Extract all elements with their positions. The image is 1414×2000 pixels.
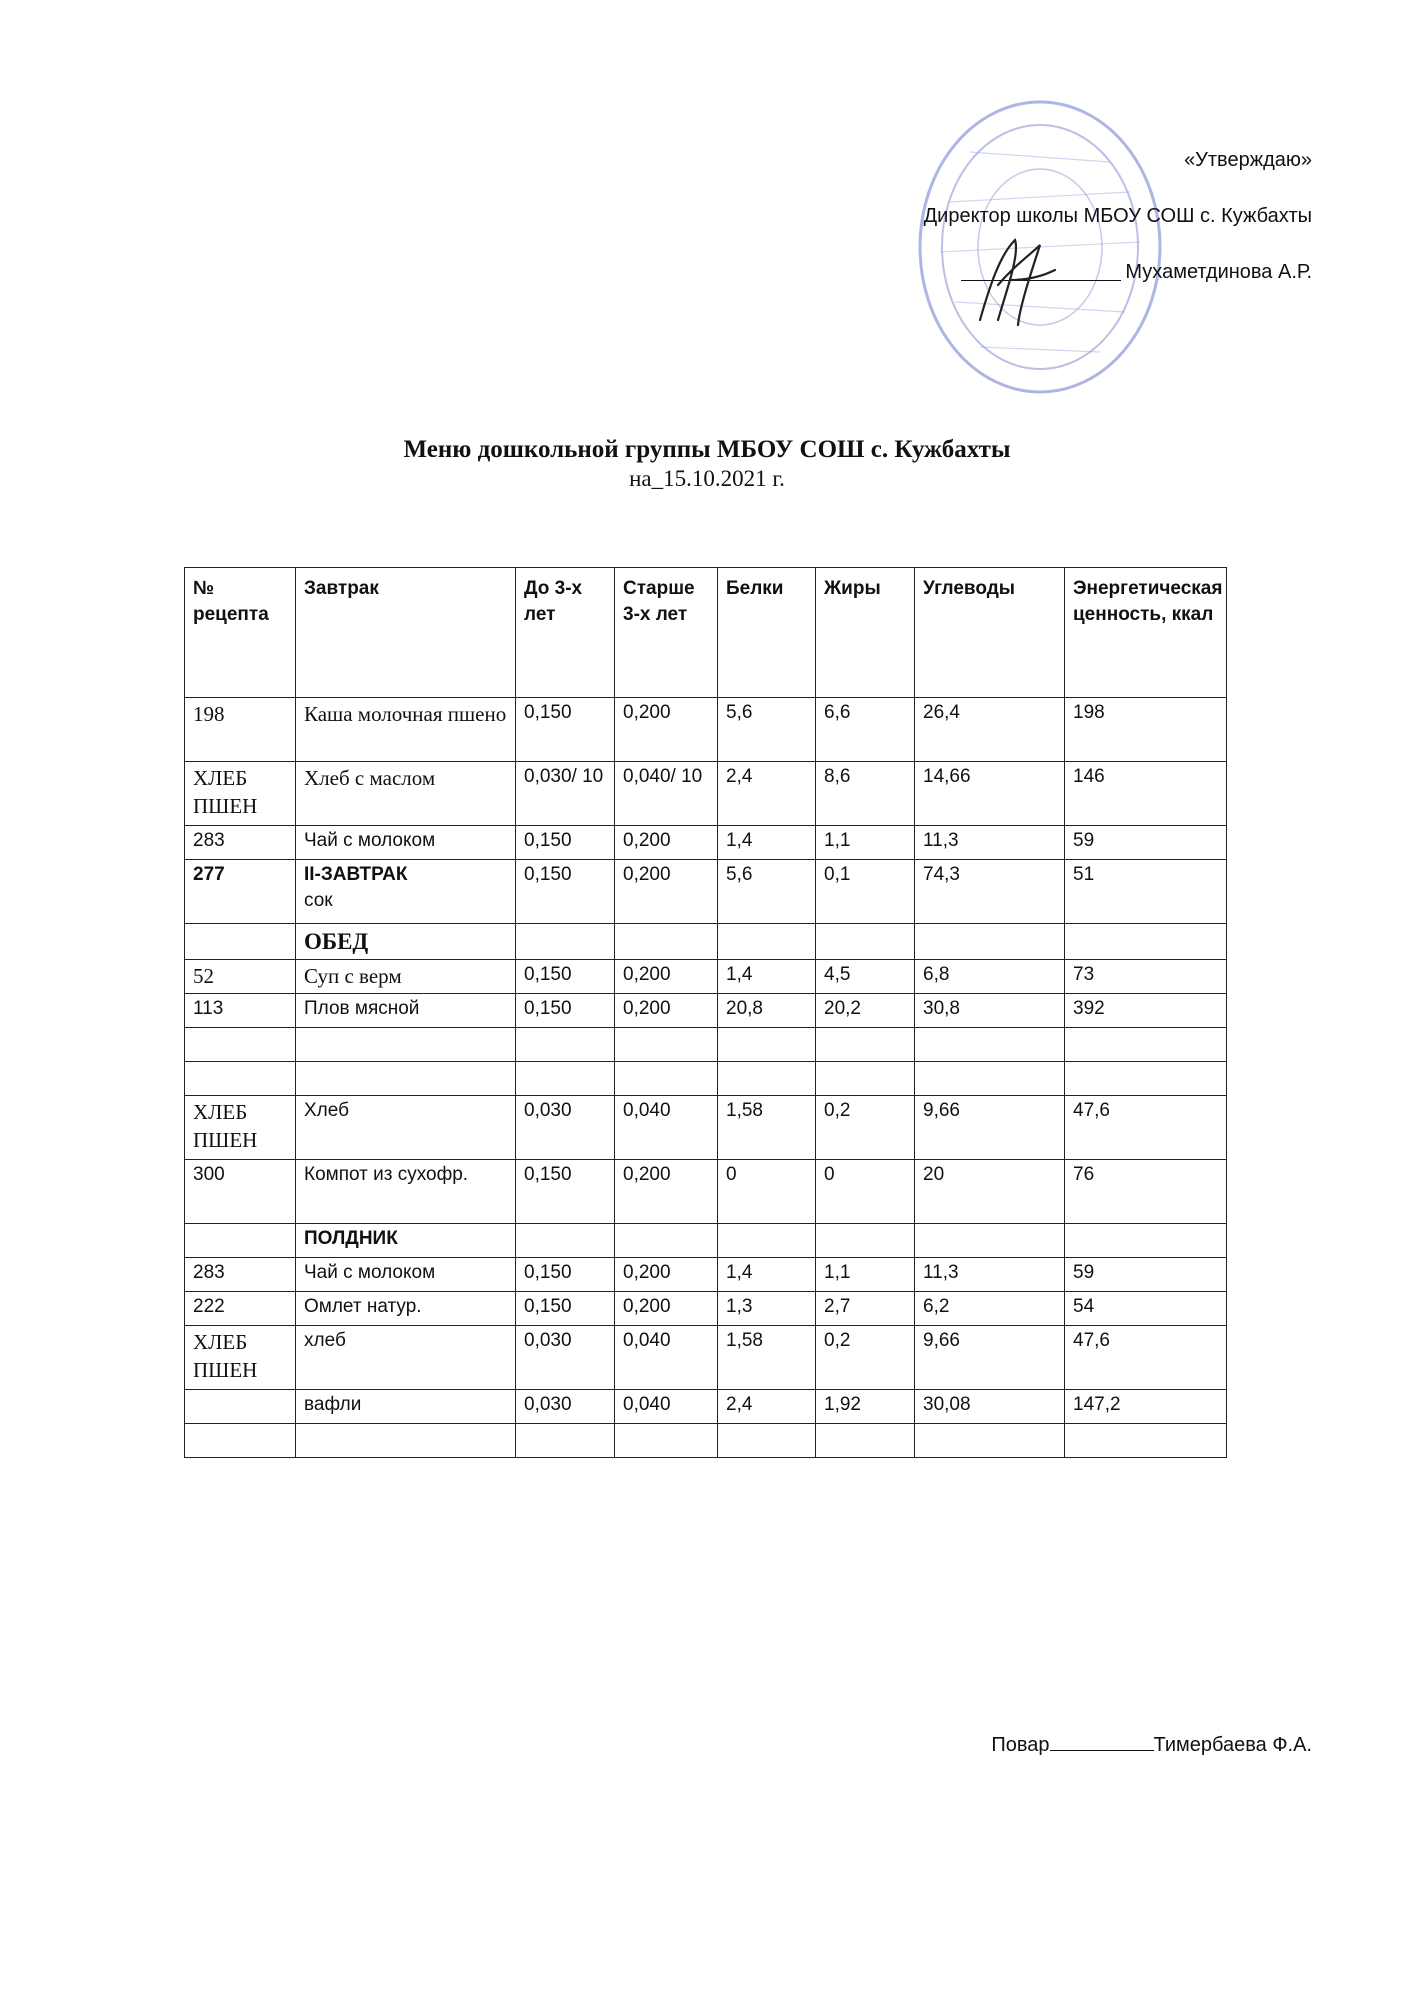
table-row	[185, 860, 1227, 924]
protein-value: 20,8	[718, 994, 816, 1028]
carbs-value: 6,2	[915, 1292, 1065, 1326]
protein-value: 2,4	[718, 1390, 816, 1424]
portion-under-3: 0,030	[516, 1390, 615, 1424]
menu-table	[184, 567, 1227, 1458]
dish-name: Чай с молоком	[296, 826, 516, 860]
cook-signature-block	[991, 1734, 1312, 1757]
header-fat: Жиры	[816, 568, 915, 698]
dish-name: хлеб	[296, 1326, 516, 1390]
approval-title: «Утверждаю»	[1184, 149, 1312, 171]
portion-under-3: 0,030	[516, 1096, 615, 1160]
portion-over-3: 0,200	[615, 826, 718, 860]
recipe-code: 283	[185, 1258, 296, 1292]
menu-date: на_15.10.2021 г.	[629, 466, 785, 491]
fat-value: 20,2	[816, 994, 915, 1028]
portion-over-3: 0,200	[615, 1160, 718, 1224]
energy-value: 47,6	[1065, 1096, 1227, 1160]
dish-name: сок	[304, 889, 333, 911]
protein-value: 1,58	[718, 1096, 816, 1160]
recipe-code: 52	[185, 960, 296, 994]
portion-over-3: 0,040	[615, 1326, 718, 1390]
portion-over-3: 0,040	[615, 1390, 718, 1424]
dish-name: Компот из сухофр.	[296, 1160, 516, 1224]
protein-value: 1,4	[718, 960, 816, 994]
fat-value: 2,7	[816, 1292, 915, 1326]
portion-over-3: 0,200	[615, 698, 718, 762]
energy-value: 146	[1065, 762, 1227, 826]
fat-value: 1,1	[816, 826, 915, 860]
fat-value: 6,6	[816, 698, 915, 762]
recipe-code: ХЛЕБ ПШЕН	[185, 1096, 296, 1160]
energy-value: 47,6	[1065, 1326, 1227, 1390]
table-row	[185, 1258, 1227, 1292]
recipe-code: ХЛЕБ ПШЕН	[185, 1326, 296, 1390]
recipe-code: 277	[185, 860, 296, 924]
table-row	[185, 1326, 1227, 1390]
dish-name: Суп с верм	[296, 960, 516, 994]
fat-value: 0,1	[816, 860, 915, 924]
fat-value: 1,1	[816, 1258, 915, 1292]
carbs-value: 30,8	[915, 994, 1065, 1028]
section-second-breakfast: II-ЗАВТРАК	[304, 864, 408, 885]
portion-over-3: 0,040	[615, 1096, 718, 1160]
header-row	[185, 568, 1227, 698]
energy-value: 392	[1065, 994, 1227, 1028]
director-name: Мухаметдинова А.Р.	[1125, 261, 1312, 283]
cook-signature-blank	[1050, 1734, 1154, 1751]
empty-row	[185, 1062, 1227, 1096]
dish-name: Хлеб	[296, 1096, 516, 1160]
portion-under-3: 0,150	[516, 698, 615, 762]
document-title	[0, 436, 1414, 492]
energy-value: 51	[1065, 860, 1227, 924]
fat-value: 1,92	[816, 1390, 915, 1424]
energy-value: 54	[1065, 1292, 1227, 1326]
table-row	[185, 1390, 1227, 1424]
portion-under-3: 0,150	[516, 994, 615, 1028]
portion-under-3: 0,150	[516, 860, 615, 924]
table-row	[185, 762, 1227, 826]
recipe-code: 198	[185, 698, 296, 762]
protein-value: 2,4	[718, 762, 816, 826]
table-row	[185, 960, 1227, 994]
carbs-value: 11,3	[915, 826, 1065, 860]
cook-name: Тимербаева Ф.А.	[1153, 1734, 1312, 1756]
header-protein: Белки	[718, 568, 816, 698]
table-row	[185, 994, 1227, 1028]
portion-under-3: 0,150	[516, 1292, 615, 1326]
dish-name: Каша молочная пшено	[296, 698, 516, 762]
dish-name: Плов мясной	[296, 994, 516, 1028]
table-row	[185, 1224, 1227, 1258]
portion-over-3: 0,040/ 10	[615, 762, 718, 826]
portion-under-3: 0,150	[516, 1258, 615, 1292]
recipe-code: 113	[185, 994, 296, 1028]
energy-value: 73	[1065, 960, 1227, 994]
header-recipe: № рецепта	[185, 568, 296, 698]
dish-name: Чай с молоком	[296, 1258, 516, 1292]
portion-over-3: 0,200	[615, 1258, 718, 1292]
energy-value: 59	[1065, 1258, 1227, 1292]
carbs-value: 9,66	[915, 1096, 1065, 1160]
dish-name: Хлеб с маслом	[296, 762, 516, 826]
table-row	[185, 1096, 1227, 1160]
portion-under-3: 0,150	[516, 826, 615, 860]
energy-value: 198	[1065, 698, 1227, 762]
recipe-code: 222	[185, 1292, 296, 1326]
portion-over-3: 0,200	[615, 994, 718, 1028]
protein-value: 1,4	[718, 826, 816, 860]
portion-under-3: 0,030	[516, 1326, 615, 1390]
carbs-value: 11,3	[915, 1258, 1065, 1292]
dish-cell	[296, 860, 516, 924]
header-under-3: До 3-х лет	[516, 568, 615, 698]
table-row	[185, 1292, 1227, 1326]
carbs-value: 20	[915, 1160, 1065, 1224]
portion-under-3: 0,030/ 10	[516, 762, 615, 826]
portion-over-3: 0,200	[615, 860, 718, 924]
table-row	[185, 826, 1227, 860]
director-signature	[960, 225, 1070, 335]
recipe-code: ХЛЕБ ПШЕН	[185, 762, 296, 826]
energy-value: 76	[1065, 1160, 1227, 1224]
recipe-code	[185, 1390, 296, 1424]
carbs-value: 6,8	[915, 960, 1065, 994]
protein-value: 0	[718, 1160, 816, 1224]
table-row	[185, 1160, 1227, 1224]
dish-name: Омлет натур.	[296, 1292, 516, 1326]
director-position: Директор школы МБОУ СОШ с. Кужбахты	[923, 205, 1312, 227]
table-row	[185, 698, 1227, 762]
portion-over-3: 0,200	[615, 1292, 718, 1326]
cook-label: Повар	[991, 1734, 1050, 1756]
protein-value: 5,6	[718, 698, 816, 762]
carbs-value: 30,08	[915, 1390, 1065, 1424]
fat-value: 0,2	[816, 1096, 915, 1160]
section-afternoon-snack: ПОЛДНИК	[296, 1224, 516, 1258]
empty-row	[185, 1028, 1227, 1062]
header-energy: Энергетическая ценность, ккал	[1065, 568, 1227, 698]
header-meal: Завтрак	[296, 568, 516, 698]
fat-value: 4,5	[816, 960, 915, 994]
fat-value: 8,6	[816, 762, 915, 826]
table-row	[185, 924, 1227, 960]
protein-value: 1,58	[718, 1326, 816, 1390]
protein-value: 1,3	[718, 1292, 816, 1326]
protein-value: 1,4	[718, 1258, 816, 1292]
protein-value: 5,6	[718, 860, 816, 924]
carbs-value: 9,66	[915, 1326, 1065, 1390]
portion-over-3: 0,200	[615, 960, 718, 994]
empty-row	[185, 1424, 1227, 1458]
portion-under-3: 0,150	[516, 1160, 615, 1224]
carbs-value: 26,4	[915, 698, 1065, 762]
fat-value: 0	[816, 1160, 915, 1224]
carbs-value: 14,66	[915, 762, 1065, 826]
header-carbs: Углеводы	[915, 568, 1065, 698]
recipe-code: 300	[185, 1160, 296, 1224]
dish-name: вафли	[296, 1390, 516, 1424]
energy-value: 59	[1065, 826, 1227, 860]
carbs-value: 74,3	[915, 860, 1065, 924]
header-over-3: Старше 3-х лет	[615, 568, 718, 698]
fat-value: 0,2	[816, 1326, 915, 1390]
energy-value: 147,2	[1065, 1390, 1227, 1424]
portion-under-3: 0,150	[516, 960, 615, 994]
menu-title: Меню дошкольной группы МБОУ СОШ с. Кужбахты	[403, 436, 1011, 463]
recipe-code: 283	[185, 826, 296, 860]
section-lunch: ОБЕД	[296, 924, 516, 960]
